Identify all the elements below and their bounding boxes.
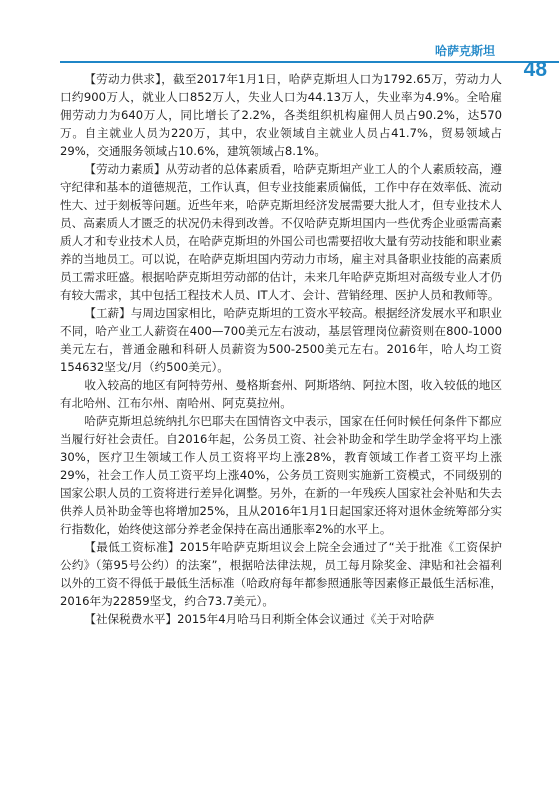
paragraph-regional-income: 收入较高的地区有阿特劳州、曼格斯套州、阿斯塔纳、阿拉木图，收入较低的地区有北哈州、江布尔州、南哈州、阿克莫拉州。 <box>60 378 502 410</box>
paragraph-president-address: 哈萨克斯坦总统纳扎尔巴耶夫在国情咨文中表示，国家在任何时候任何条件下都应当履行好社会责任。自2016年起，公务员工资、社会补助金和学生助学金将平均上涨30%，医疗卫生领域工作人员工资将平均上涨28%，教育领域工作者工资平均上涨29%，社会工作人员工资平均上涨40%，公务员工资则实施新工资模式，不同级别的国家公职人员的工资将进行差异化调整。另外，在新的一年残疾人国家社会补贴和失去供养人员补助金等也将增加25%，且从2016年1月1日起国家还将对退休金统筹部分实行指数化，始终使这部分养老金保持在高出通胀率2%的水平上。 <box>60 414 502 536</box>
header-section-title: 哈萨克斯坦 <box>434 44 495 58</box>
paragraph-social-tax: 【社保税费水平】2015年4月哈马日利斯全体会议通过《关于对哈萨 <box>84 612 435 626</box>
page-number: 48 <box>523 58 547 81</box>
header-rule <box>60 61 559 63</box>
paragraph-minimum-wage: 【最低工资标准】2015年哈萨克斯坦议会上院全会通过了“关于批准《工资保护公约》（第95号公约）的法案”，根据哈法律法规，员工每月除奖金、津贴和社会福利以外的工资不得低于最低生活标准（哈政府每年都参照通胀等因素修正最低生活标准，2016年为22859坚戈，约合73.7美元）。 <box>60 540 502 608</box>
paragraph-labor-quality: 【劳动力素质】从劳动者的总体素质看，哈萨克斯坦产业工人的个人素质较高，遵守纪律和基本的道德规范，工作认真，但专业技能素质偏低，工作中存在效率低、流动性大、过于刻板等问题。近些年来，哈萨克斯坦经济发展需要大批人才，但专业技术人员、高素质人才匮乏的状况仍未得到改善。不仅哈萨克斯坦国内一些优秀企业亟需高素质人才和专业技术人员，在哈萨克斯坦的外国公司也需要招收大量有劳动技能和职业素养的当地员工。可以说，在哈萨克斯坦国内劳动力市场，雇主对具备职业技能的高素质员工需求旺盛。根据哈萨克斯坦劳动部的估计，未来几年哈萨克斯坦对高级专业人才仍有较大需求，其中包括工程技术人员、IT人才、会计、营销经理、医护人员和教师等。 <box>60 162 502 302</box>
paragraph-wages: 【工薪】与周边国家相比，哈萨克斯坦的工资水平较高。根据经济发展水平和职业不同，哈产业工人薪资在400—700美元左右波动，基层管理岗位薪资则在800-1000美元左右，普通金融和科研人员薪资为500-2500美元左右。2016年，哈人均工资154632坚戈/月（约500美元）。 <box>60 306 502 374</box>
body-text <box>60 70 502 628</box>
paragraph-labor-supply: 【劳动力供求】，截至2017年1月1日，哈萨克斯坦人口为1792.65万，劳动力人口约900万人，就业人口852万人，失业人口为44.13万人，失业率为4.9%。全哈雇佣劳动力为640万人，同比增长了2.2%，各类组织机构雇佣人员占90.2%，达570万。自主就业人员为220万，其中，农业领域自主就业人员占41.7%，贸易领域占29%，交通服务领域占10.6%，建筑领域占8.1%。 <box>60 72 502 158</box>
